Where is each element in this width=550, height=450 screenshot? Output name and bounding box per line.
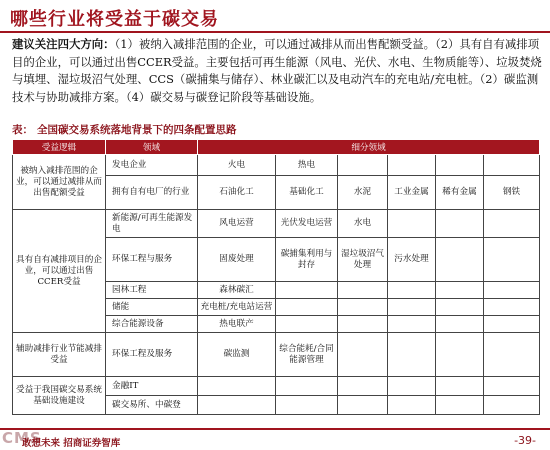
subfield-cell [484,299,540,316]
subfield-cell [388,316,436,333]
caption-text: 全国碳交易系统落地背景下的四条配置思路 [37,124,237,136]
subfield-cell [388,396,436,415]
subfield-cell [388,210,436,238]
subfield-cell [484,282,540,299]
subfield-cell: 碳监测 [198,333,276,377]
subfield-cell [436,210,484,238]
subfield-cell [276,299,338,316]
subfield-cell: 综合能耗/合同能源管理 [276,333,338,377]
table-row [13,210,540,238]
subfield-cell [198,396,276,415]
footer-slogan: 敢想未来 招商证券智库 [22,438,121,449]
subfield-cell: 污水处理 [388,238,436,282]
page-title: 哪些行业将受益于碳交易 [10,9,219,30]
sector-table [12,139,540,415]
brand-logo: CMS [2,429,42,447]
page-number: -39- [514,434,536,447]
subfield-cell [276,377,338,396]
header-logic: 受益逻辑 [13,140,106,155]
subfield-cell: 稀有金属 [436,176,484,210]
logic-cell: 受益于我国碳交易系统基础设施建设 [13,377,106,415]
subfield-cell: 水泥 [338,176,388,210]
field-cell: 综合能源设备 [106,316,198,333]
field-cell: 拥有自有电厂的行业 [106,176,198,210]
logic-cell: 辅助减排行业节能减排受益 [13,333,106,377]
field-cell: 发电企业 [106,155,198,176]
intro-paragraph [12,36,542,106]
subfield-cell [436,299,484,316]
subfield-cell [436,155,484,176]
subfield-cell [276,282,338,299]
subfield-cell: 森林碳汇 [198,282,276,299]
header-field: 领域 [106,140,198,155]
subfield-cell [484,333,540,377]
header-subfield: 细分领域 [198,140,540,155]
subfield-cell [436,377,484,396]
footer-divider [0,428,550,430]
title-divider [0,31,550,33]
subfield-cell [338,396,388,415]
subfield-cell [436,396,484,415]
field-cell: 金融IT [106,377,198,396]
subfield-cell [388,299,436,316]
subfield-cell: 工业金属 [388,176,436,210]
caption-tag: 表： [12,124,33,136]
subfield-cell [338,333,388,377]
subfield-cell: 固废处理 [198,238,276,282]
subfield-cell [484,210,540,238]
subfield-cell [338,377,388,396]
subfield-cell [198,377,276,396]
subfield-cell [388,155,436,176]
field-cell: 环保工程及服务 [106,333,198,377]
subfield-cell [436,316,484,333]
logic-cell: 具有自有减排项目的企业，可以通过出售CCER受益 [13,210,106,333]
subfield-cell [338,316,388,333]
subfield-cell [484,316,540,333]
subfield-cell [276,316,338,333]
table-row [13,377,540,396]
subfield-cell [338,299,388,316]
subfield-cell: 光伏发电运营 [276,210,338,238]
subfield-cell [484,155,540,176]
subfield-cell [388,333,436,377]
subfield-cell: 充电桩/充电站运营 [198,299,276,316]
subfield-cell: 石油化工 [198,176,276,210]
subfield-cell [484,238,540,282]
page-footer [0,428,550,450]
subfield-cell [338,155,388,176]
subfield-cell: 湿垃圾沼气处理 [338,238,388,282]
subfield-cell [388,282,436,299]
subfield-cell: 基础化工 [276,176,338,210]
subfield-cell [484,396,540,415]
subfield-cell: 碳捕集利用与封存 [276,238,338,282]
field-cell: 碳交易所、中碳登 [106,396,198,415]
subfield-cell [436,238,484,282]
logic-cell: 被纳入减排范围的企业，可以通过减排从而出售配额受益 [13,155,106,210]
subfield-cell: 热电 [276,155,338,176]
field-cell: 新能源/可再生能源发电 [106,210,198,238]
intro-lead: 建议关注四大方向： [12,37,115,51]
subfield-cell [388,377,436,396]
subfield-cell: 火电 [198,155,276,176]
table-row [13,155,540,176]
table-caption [12,122,237,137]
table-row [13,333,540,377]
subfield-cell [276,396,338,415]
field-cell: 环保工程与服务 [106,238,198,282]
subfield-cell [436,333,484,377]
field-cell: 园林工程 [106,282,198,299]
subfield-cell [338,282,388,299]
table-header-row [13,140,540,155]
subfield-cell [484,377,540,396]
intro-body: （1）被纳入减排范围的企业，可以通过减排从而出售配额受益。（2）具有自有减排项目的企业，可以通过出售CCER受益。主要包括可再生能源（风电、光伏、水电、生物质能等）、垃圾焚烧与填埋、湿垃圾沼气处理、CCS（碳捕集与储存）、林业碳汇以及电动汽车的充电站/充电桩。（2）碳监测技术与协助减排方案。（4）碳交易与碳登记阶段等基础设施。 [12,37,542,104]
field-cell: 储能 [106,299,198,316]
subfield-cell: 热电联产 [198,316,276,333]
subfield-cell: 钢铁 [484,176,540,210]
subfield-cell [436,282,484,299]
subfield-cell: 风电运营 [198,210,276,238]
subfield-cell: 水电 [338,210,388,238]
